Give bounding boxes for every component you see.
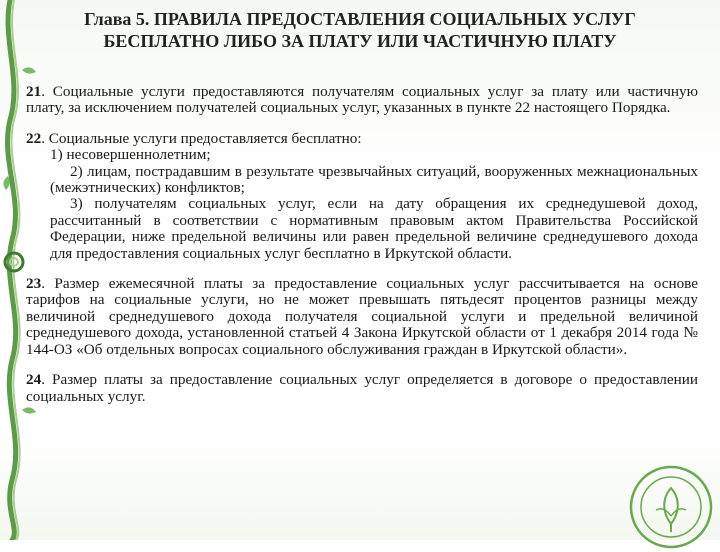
title-line-1: Глава 5. ПРАВИЛА ПРЕДОСТАВЛЕНИЯ СОЦИАЛЬНЫХ УСЛУГ [84,9,636,29]
paragraph-21 [26,84,698,117]
paragraph-text: . Размер ежемесячной платы за предоставление социальных услуг рассчитывается на основе тарифов на социальные услуги, но не может превышать пятьдесят процентов разницы между величиной среднедушевого дохода получателя социальной услуги и предельной величиной среднедушевого дохода, установленной статьей 4 Закона Иркутской области от 1 декабря 2014 года № 144-ОЗ «Об отдельных вопросах социального обслуживания граждан в Иркутской области». [26,275,698,358]
paragraph-22 [26,131,698,262]
list-item: 1) несовершеннолетним; [50,146,211,164]
paragraph-number: 23 [26,275,42,293]
paragraph-23 [26,276,698,358]
page-title [40,8,680,52]
paragraph-text: . Размер платы за предоставление социальных услуг определяется в договоре о предоставлении социальных услуг. [26,371,698,405]
list-item: 3) получателям социальных услуг, если на дату обращения их среднедушевой доход, рассчитанный в соответствии с нормативным правовым актом Правительства Российской Федерации, ниже предельной величины или равен предельной величине среднедушевого дохода для предоставления социальных услуг бесплатно в Иркутской области. [50,195,698,262]
title-line-2: БЕСПЛАТНО ЛИБО ЗА ПЛАТУ ИЛИ ЧАСТИЧНУЮ ПЛАТУ [103,31,617,51]
paragraph-text: . Социальные услуги предоставляется бесплатно: [41,129,362,147]
paragraph-text: . Социальные услуги предоставляются получателям социальных услуг за плату или частичную плату, за исключением получателей социальных услуг, указанных в пункте 22 настоящего Порядка. [26,83,698,117]
paragraph-24 [26,372,698,405]
document-body [26,84,698,419]
organization-seal-icon [626,462,716,552]
list-item: 2) лицам, пострадавшим в результате чрезвычайных ситуаций, вооруженных межнациональных (межэтнических) конфликтов; [50,162,698,197]
paragraph-number: 24 [26,371,42,389]
paragraph-number: 21 [26,83,42,100]
paragraph-number: 22 [26,129,42,147]
